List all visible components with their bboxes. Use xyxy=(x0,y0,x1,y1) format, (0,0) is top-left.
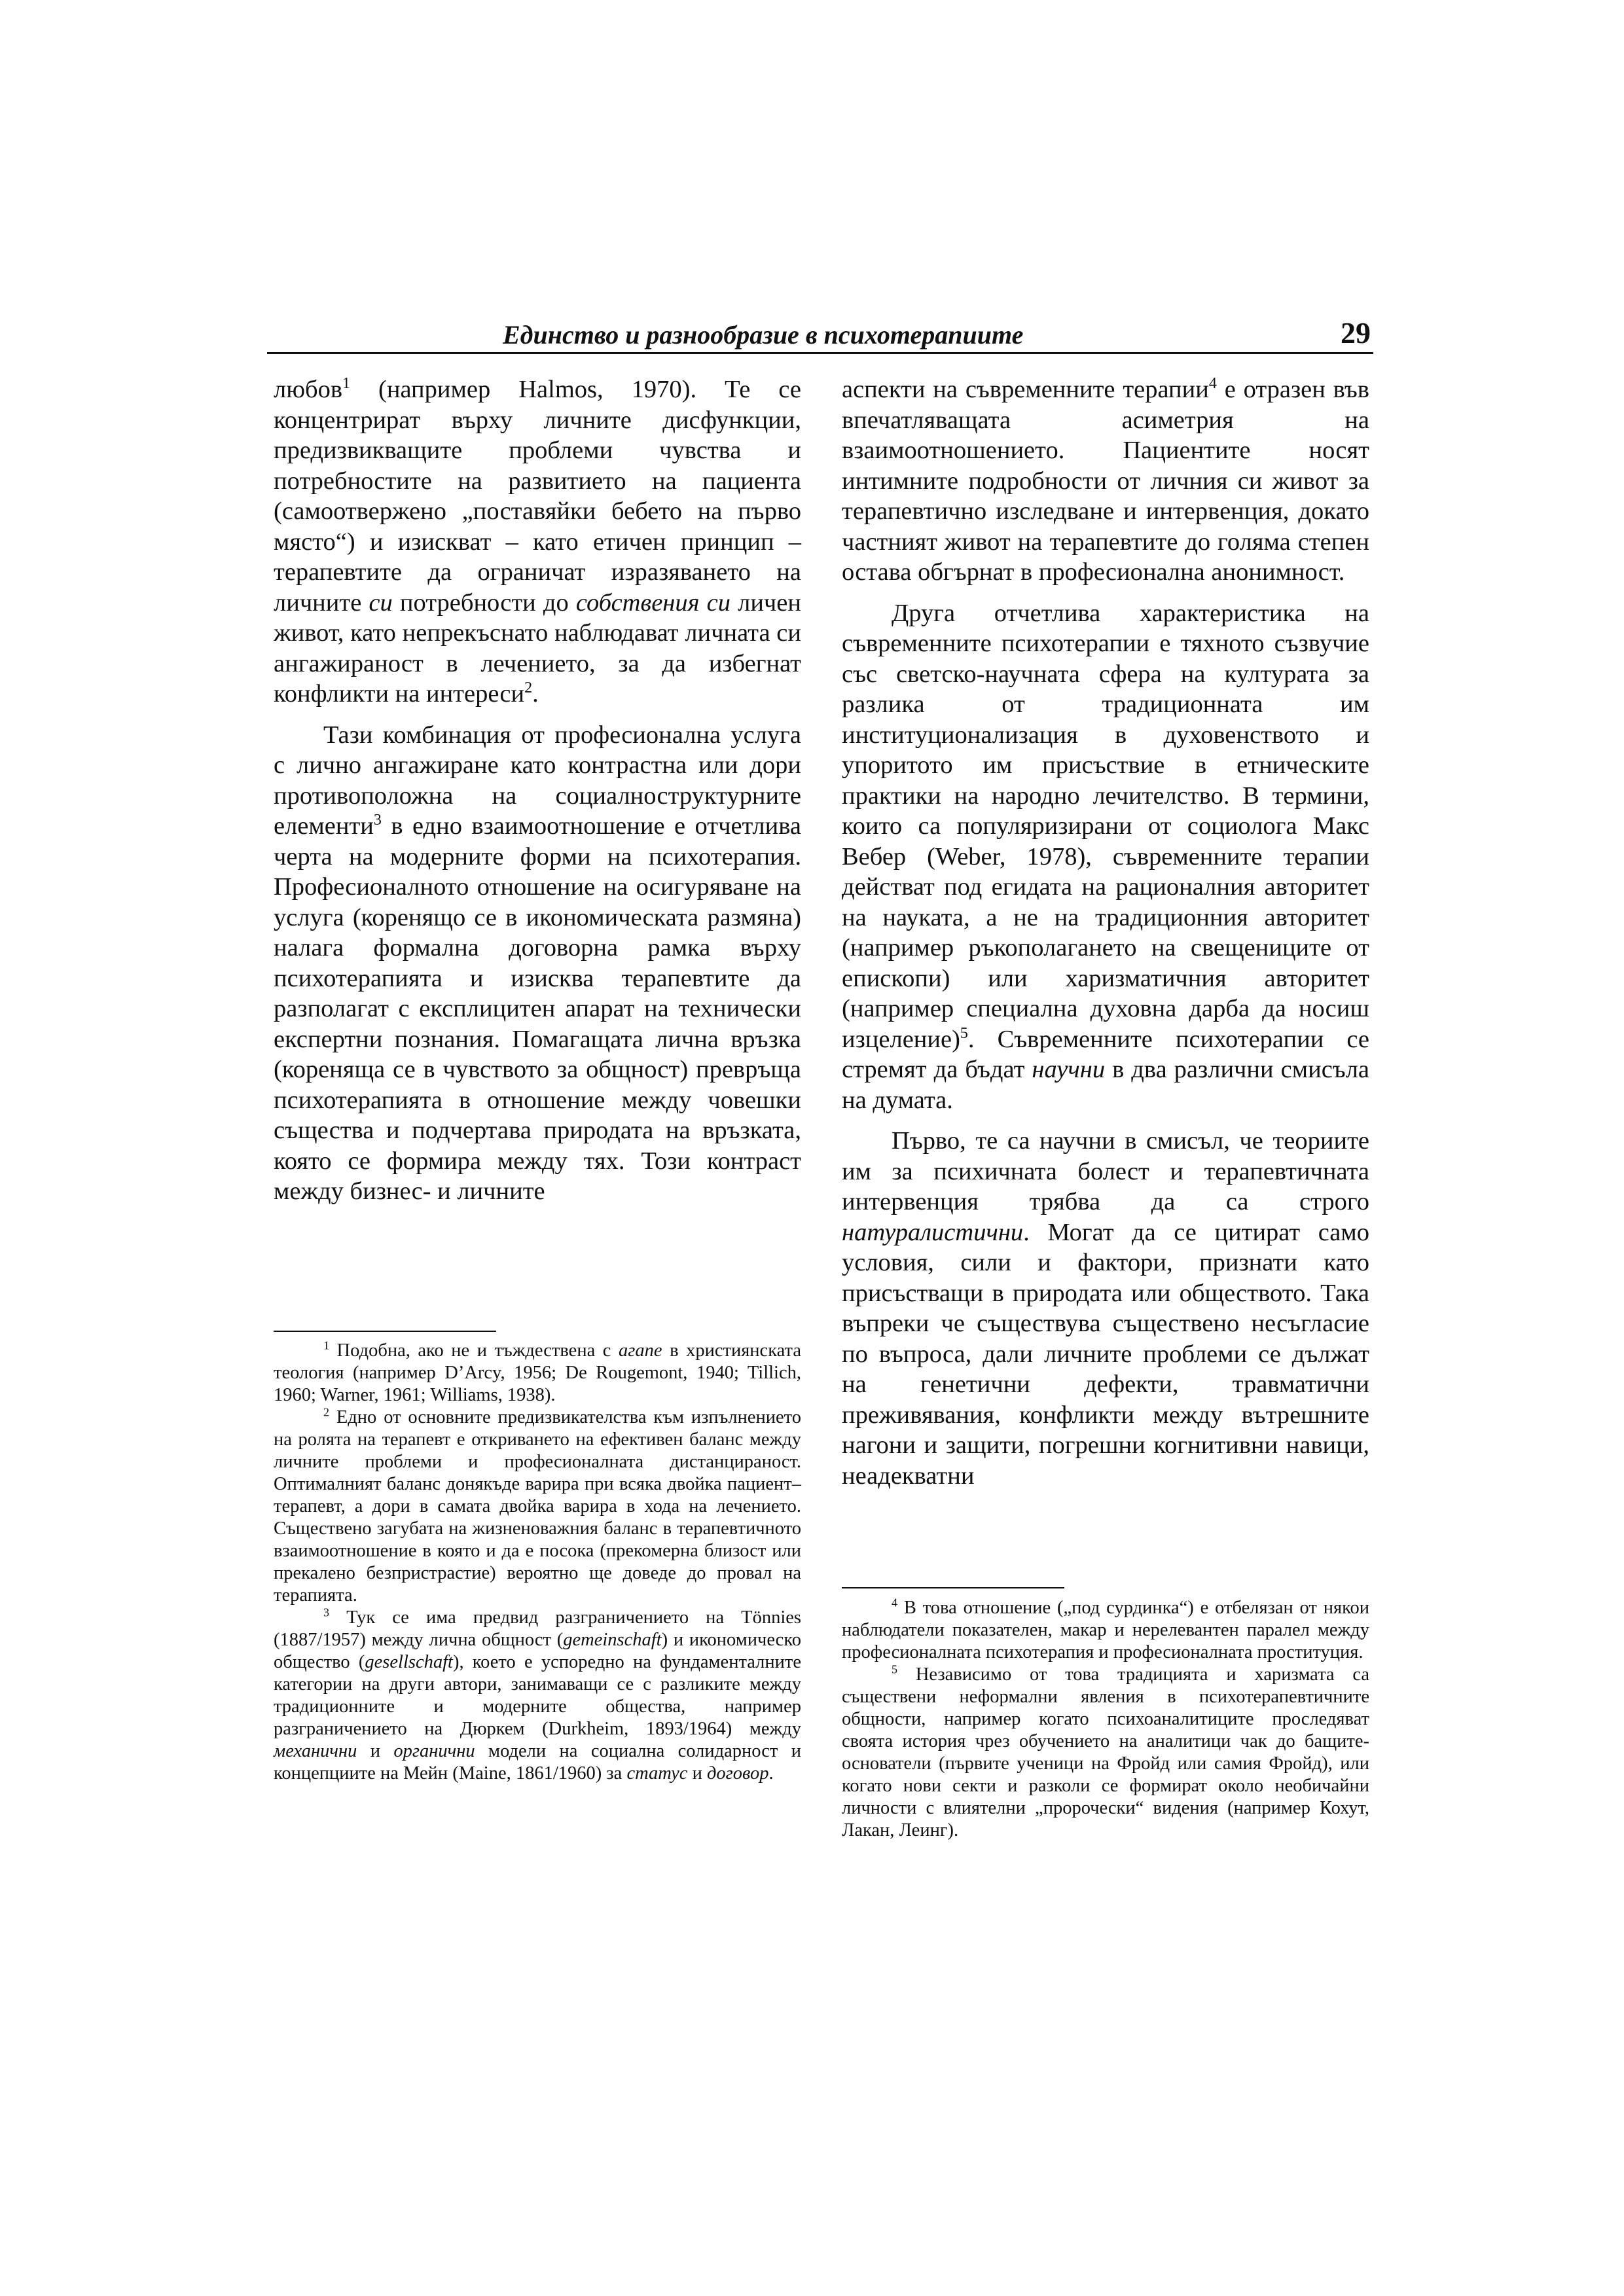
text-run: и xyxy=(687,1763,707,1784)
text-run: Тази комбинация от професионална услуга с лично ангажиране като контрастна или дори противоположна на социалноструктурните елементи xyxy=(274,721,801,840)
text-run: (например Halmos, 1970). Те се концентрират върху личните дисфункции, предизвикващите проблеми чувства и потребностите на развитието на пациента (самоотвержено „поставяйки бебето на първо място“) и изискват – като етичен принцип – терапевтите да ограничат изразяването на личните xyxy=(274,376,801,617)
text-run: Независимо от това традицията и харизмата са съществени неформални явления в психотерапевтичните общности, например когато психоаналитиците проследяват своята история чрез обучението на аналитици чак до бащите-основатели (първите ученици на Фройд или самия Фройд), или когато нови секти и разколи се формират около необичайни личности с влиятелни „пророчески“ видения (например Кохут, Лакан, Леинг). xyxy=(842,1664,1369,1840)
footnote-2 xyxy=(274,1407,801,1607)
right-paragraph-2 xyxy=(842,598,1369,1116)
text-run: . xyxy=(768,1763,774,1784)
italic-text: натуралистични xyxy=(842,1218,1024,1246)
text-run: в християнската теология (например D’Arcy, 1956; De Rougemont, 1940; Tillich, 1960; Warner, 1961; Williams, 1938). xyxy=(274,1340,801,1405)
text-run: Първо, те са научни в смисъл, че теориите им за психичната болест и терапевтичната интервенция трябва да са строго xyxy=(842,1127,1369,1215)
left-footnotes xyxy=(274,1340,801,1785)
text-run: в едно взаимоотношение е отчетлива черта на модерните форми на психотерапия. Професионалното отношение на осигуряване на услуга (коренящо се в икономическата размяна) налага формална договорна рамка върху психотерапията и изисква терапевтите да разполагат с експлицитен апарат на технически експертни познания. Помагащата лична връзка (кореняща се в чувството за общност) превръща психотерапията в отношение между човешки същества и подчертава природата на връзката, която се формира между тях. Този контраст между бизнес- и личните xyxy=(274,812,801,1205)
footnote-marker: 2 xyxy=(323,1405,329,1419)
text-run: Друга отчетлива характеристика на съвременните психотерапии е тяхното съзвучие със светско-научната сфера на културата за разлика от традиционната им институционализация в духовенството и упоритото им присъствие в етническите практики на народно лечителство. В термини, които са популяризирани от социолога Макс Вебер (Weber, 1978), съвременните терапии действат под егидата на рационалния авторитет на науката, а не на традиционния авторитет (например ръкополагането на свещениците от епископи) или харизматичния авторитет (например специална духовна дарба да носиш изцеление) xyxy=(842,599,1369,1053)
text-run: ), което е успоредно на фундаменталните категории на други автори, занимаващи се с разликите между традиционните и модерните общества, например разграничението на Дюркем (Durkheim, 1893/1964) между xyxy=(274,1652,801,1739)
text-run: е отразен във впечатляващата асиметрия на взаимоотношението. Пациентите носят интимните подробности от личния си живот за терапевтично изследване и интервенция, докато частният живот на терапевтите до голяма степен остава обгърнат в професионална анонимност. xyxy=(842,376,1369,586)
footnote-marker: 5 xyxy=(892,1662,897,1676)
text-run: Подобна, ако не и тъждествена с xyxy=(329,1340,619,1361)
text-run: потребности до xyxy=(392,588,576,617)
right-paragraph-1 xyxy=(842,374,1369,588)
text-run: В това отношение („под сурдинка“) е отбелязан от някои наблюдатели показателен, макар и нерелевантен паралел между професионалната психотерапия и професионалната проституция. xyxy=(842,1598,1369,1662)
footnote-marker: 1 xyxy=(342,375,350,393)
footnote-marker: 1 xyxy=(323,1338,329,1352)
footnote-marker: 5 xyxy=(960,1024,968,1042)
running-title: Единство и разнообразие в психотерапиите xyxy=(503,320,1024,350)
footnote-3 xyxy=(274,1607,801,1785)
italic-text: агапе xyxy=(618,1340,662,1361)
footnote-1 xyxy=(274,1340,801,1407)
left-paragraph-2 xyxy=(274,720,801,1207)
right-paragraph-3 xyxy=(842,1126,1369,1491)
italic-text: механични xyxy=(274,1741,357,1761)
text-run: ) и икономическо общество ( xyxy=(274,1630,801,1672)
left-column xyxy=(274,374,801,1217)
text-run: любов xyxy=(274,376,342,403)
italic-text: си xyxy=(369,588,393,617)
text-run: в два различни смисъла на думата. xyxy=(842,1056,1369,1114)
footnote-marker: 4 xyxy=(892,1596,897,1609)
page-number: 29 xyxy=(1341,316,1371,350)
italic-text: gesellschaft xyxy=(365,1652,453,1672)
left-paragraph-1 xyxy=(274,374,801,709)
right-column xyxy=(842,374,1369,1501)
text-run: . xyxy=(532,680,539,708)
italic-text: научни xyxy=(1032,1056,1106,1083)
footnote-5 xyxy=(842,1664,1369,1842)
left-footnote-rule xyxy=(274,1331,496,1332)
footnote-4 xyxy=(842,1597,1369,1664)
text-run: аспекти на съвременните терапии xyxy=(842,376,1209,403)
text-run: модели на социална солидарност и концепциите на Мейн (Maine, 1861/1960) за xyxy=(274,1741,801,1784)
running-header xyxy=(267,306,1373,354)
footnote-marker: 4 xyxy=(1208,375,1217,393)
italic-text: собствения си xyxy=(575,588,731,617)
footnote-marker: 3 xyxy=(373,812,382,829)
italic-text: gemeinschaft xyxy=(563,1630,662,1650)
text-run: . Съвременните психотерапии се стремят да бъдат xyxy=(842,1025,1369,1083)
text-run: личен живот, като непрекъснато наблюдават личната си ангажираност в лечението, за да избегнат конфликти на интереси xyxy=(274,588,801,708)
text-run: Тук се има предвид разграничението на Tönnies (1887/1957) между лична общност ( xyxy=(274,1607,801,1650)
text-run: . Могат да се цитират само условия, сили и фактори, признати като присъстващи в природата или обществото. Така въпреки че съществува съществено несъгласие по въпроса, дали личните проблеми се дължат на генетични дефекти, травматични преживявания, конфликти между вътрешните нагони и защити, погрешни когнитивни навици, неадекватни xyxy=(842,1218,1369,1490)
right-footnotes xyxy=(842,1597,1369,1842)
italic-text: органични xyxy=(393,1741,475,1761)
text-run: Едно от основните предизвикателства към изпълнението на ролята на терапевт е откриването на ефективен баланс между личните проблеми и професионалната дистанцираност. Оптималният баланс донякъде варира при всяка двойка пациент–терапевт, а дори в самата двойка варира в хода на лечението. Съществено загубата на жизненоважния баланс в терапевтичното взаимоотношение в която и да е посока (прекомерна близост или прекалено безпристрастие) вероятно ще доведе до провал на терапията. xyxy=(274,1407,801,1605)
footnote-marker: 3 xyxy=(323,1605,329,1619)
text-run: и xyxy=(357,1741,394,1761)
right-footnote-rule xyxy=(842,1587,1064,1588)
footnote-marker: 2 xyxy=(524,679,533,697)
italic-text: статус xyxy=(626,1763,688,1784)
italic-text: договор xyxy=(706,1763,769,1784)
